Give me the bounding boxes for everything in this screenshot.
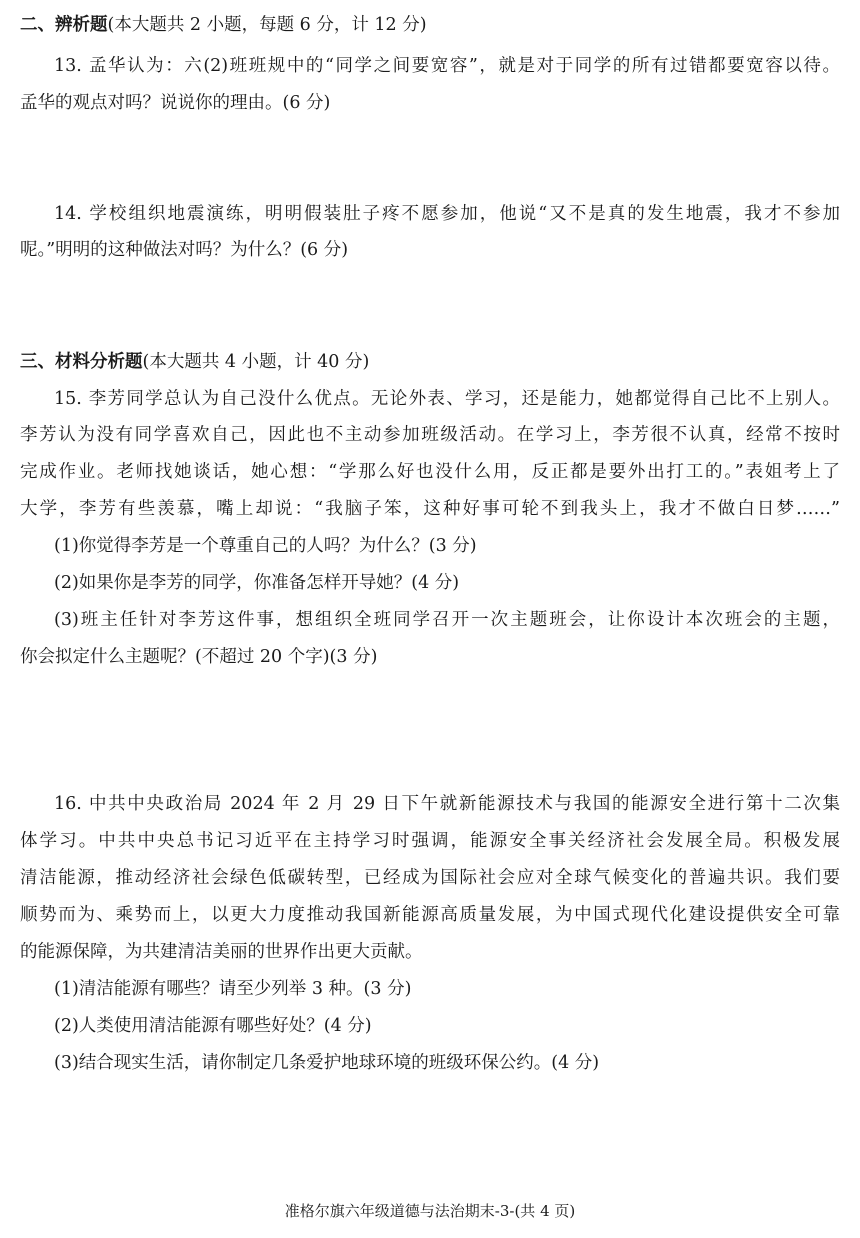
question-14-line-1: 14. 学校组织地震演练，明明假装肚子疼不愿参加，他说“又不是真的发生地震，我才不参加 xyxy=(54,204,840,224)
question-16-sub-3: (3)结合现实生活，请你制定几条爱护地球环境的班级环保公约。(4 分) xyxy=(54,1053,600,1073)
section-heading-2 xyxy=(20,13,840,37)
question-16-line-3: 清洁能源，推动经济社会绿色低碳转型，已经成为国际社会应对全球气候变化的普遍共识。我们要 xyxy=(20,868,840,888)
question-13-line-1: 13. 孟华认为：六(2)班班规中的“同学之间要宽容”，就是对于同学的所有过错都要宽容以待。 xyxy=(54,56,840,76)
section-heading-3 xyxy=(20,350,840,374)
question-15-sub-2: (2)如果你是李芳的同学，你准备怎样开导她？(4 分) xyxy=(54,573,460,593)
page-footer: 准格尔旗六年级道德与法治期末-3-(共 4 页) xyxy=(284,1202,576,1220)
section-note: (本大题共 2 小题，每题 6 分，计 12 分) xyxy=(107,15,427,35)
question-15-line-4: 大学，李芳有些羡慕，嘴上却说：“我脑子笨，这种好事可轮不到我头上，我才不做白日梦……” xyxy=(20,499,840,519)
question-15-sub-1: (1)你觉得李芳是一个尊重自己的人吗？为什么？(3 分) xyxy=(54,536,477,556)
question-15-sub-3-line-1: (3)班主任针对李芳这件事，想组织全班同学召开一次主题班会，让你设计本次班会的主题， xyxy=(54,610,840,630)
section-title: 三、材料分析题 xyxy=(20,352,143,372)
question-15-sub-3-line-2: 你会拟定什么主题呢？(不超过 20 个字)(3 分) xyxy=(20,647,378,667)
question-16-line-1: 16. 中共中央政治局 2024 年 2 月 29 日下午就新能源技术与我国的能源安全进行第十二次集 xyxy=(54,794,840,814)
question-16-line-2: 体学习。中共中央总书记习近平在主持学习时强调，能源安全事关经济社会发展全局。积极发展 xyxy=(20,831,840,851)
question-16-sub-1: (1)清洁能源有哪些？请至少列举 3 种。(3 分) xyxy=(54,979,412,999)
question-14-line-2: 呢。”明明的这种做法对吗？为什么？(6 分) xyxy=(20,240,349,260)
question-15-line-2: 李芳认为没有同学喜欢自己，因此也不主动参加班级活动。在学习上，李芳很不认真，经常不按时 xyxy=(20,425,840,445)
question-16-sub-2: (2)人类使用清洁能源有哪些好处？(4 分) xyxy=(54,1016,372,1036)
question-13-line-2: 孟华的观点对吗？说说你的理由。(6 分) xyxy=(20,93,331,113)
question-15-line-3: 完成作业。老师找她谈话，她心想：“学那么好也没什么用，反正都是要外出打工的。”表姐考上了 xyxy=(20,462,840,482)
section-note: (本大题共 4 小题，计 40 分) xyxy=(142,352,370,372)
question-15-line-1: 15. 李芳同学总认为自己没什么优点。无论外表、学习，还是能力，她都觉得自己比不上别人。 xyxy=(54,389,840,409)
question-16-line-5: 的能源保障，为共建清洁美丽的世界作出更大贡献。 xyxy=(20,942,423,962)
section-title: 二、辨析题 xyxy=(20,15,108,35)
question-16-line-4: 顺势而为、乘势而上，以更大力度推动我国新能源高质量发展，为中国式现代化建设提供安全可靠 xyxy=(20,905,840,925)
